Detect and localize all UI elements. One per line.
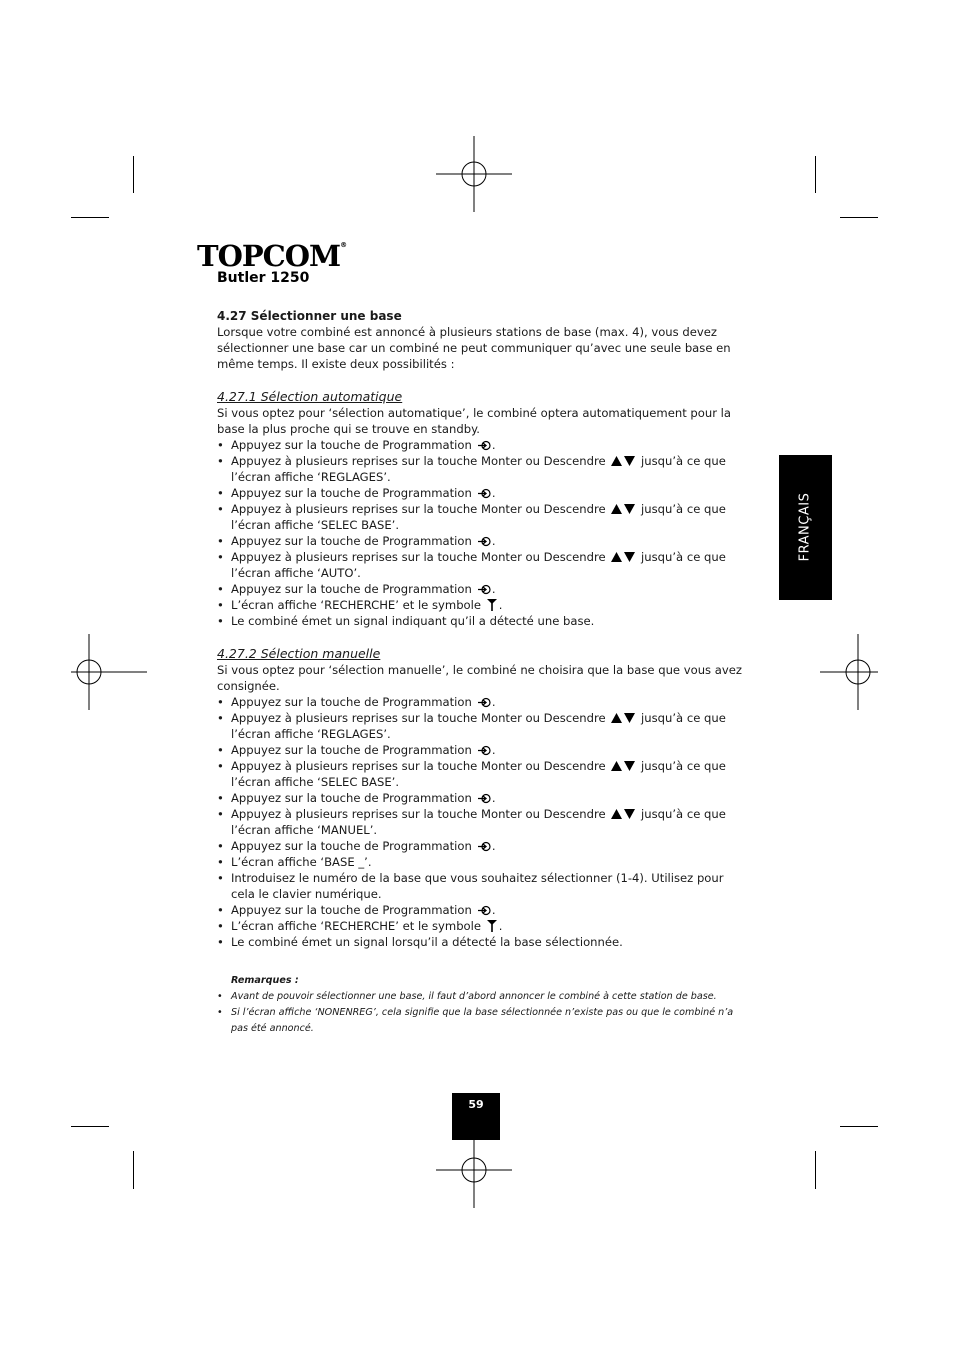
step-text: Le combiné émet un signal lorsqu’il a détecté la base sélectionnée. xyxy=(231,935,623,949)
step-text: L’écran affiche ‘RECHERCHE’ et le symbole xyxy=(231,598,482,612)
page-number: 59 xyxy=(468,1098,484,1111)
step-text: Le combiné émet un signal indiquant qu’il a détecté une base. xyxy=(231,614,595,628)
program-key-icon xyxy=(478,905,492,916)
crop-mark xyxy=(133,156,134,193)
step-text-end: . xyxy=(491,743,496,757)
list-item xyxy=(217,806,747,838)
step-text-end: . xyxy=(491,903,496,917)
note-item: • Avant de pouvoir sélectionner une base, il faut d’abord annoncer le combiné à cette station de base. xyxy=(217,989,737,1005)
step-text-end: . xyxy=(491,791,496,805)
antenna-icon xyxy=(487,599,497,611)
step-text-end: jusqu’à ce que l’écran affiche ‘AUTO’. xyxy=(231,550,726,580)
program-key-icon xyxy=(478,584,492,595)
step-text-end: . xyxy=(491,486,496,500)
page-number-box xyxy=(452,1093,500,1140)
step-text: Appuyez à plusieurs reprises sur la touche Monter ou Descendre xyxy=(231,454,606,468)
up-down-keys-icon xyxy=(611,761,635,771)
auto-steps xyxy=(217,437,747,629)
step-text-end: . xyxy=(498,919,503,933)
step-text: Appuyez à plusieurs reprises sur la touche Monter ou Descendre xyxy=(231,550,606,564)
registration-mark-left xyxy=(71,634,147,710)
program-key-icon xyxy=(478,745,492,756)
list-item xyxy=(217,742,747,758)
list-item xyxy=(217,758,747,790)
step-text-end: jusqu’à ce que l’écran affiche ‘MANUEL’. xyxy=(231,807,726,837)
step-text: Appuyez sur la touche de Programmation xyxy=(231,486,472,500)
list-item xyxy=(217,838,747,854)
step-text: L’écran affiche ‘RECHERCHE’ et le symbole xyxy=(231,919,482,933)
step-text-end: . xyxy=(491,534,496,548)
auto-title: 4.27.1 Sélection automatique xyxy=(217,389,403,404)
model-name: Butler 1250 xyxy=(217,270,310,286)
list-item xyxy=(217,790,747,806)
step-text: Appuyez sur la touche de Programmation xyxy=(231,582,472,596)
manual-intro: Si vous optez pour ‘sélection manuelle’, le combiné ne choisira que la base que vous avez consignée. xyxy=(217,663,742,693)
step-text: Appuyez sur la touche de Programmation xyxy=(231,438,472,452)
step-text: Appuyez à plusieurs reprises sur la touche Monter ou Descendre xyxy=(231,502,606,516)
list-item xyxy=(217,934,747,950)
list-item xyxy=(217,902,747,918)
step-text-end: . xyxy=(491,839,496,853)
step-text: Appuyez sur la touche de Programmation xyxy=(231,903,472,917)
up-down-keys-icon xyxy=(611,504,635,514)
list-item xyxy=(217,485,747,501)
list-item xyxy=(217,533,747,549)
section-title: 4.27 Sélectionner une base xyxy=(217,309,402,323)
list-item xyxy=(217,710,747,742)
step-text-end: jusqu’à ce que l’écran affiche ‘REGLAGES’. xyxy=(231,711,726,741)
step-text-end: . xyxy=(491,438,496,452)
manual-title: 4.27.2 Sélection manuelle xyxy=(217,646,381,661)
list-item xyxy=(217,453,747,485)
program-key-icon xyxy=(478,440,492,451)
step-text: Appuyez sur la touche de Programmation xyxy=(231,743,472,757)
language-tab-label: FRANÇAIS xyxy=(797,492,813,562)
up-down-keys-icon xyxy=(611,809,635,819)
step-text-end: . xyxy=(491,695,496,709)
crop-mark xyxy=(71,1126,109,1127)
step-text: Appuyez sur la touche de Programmation xyxy=(231,695,472,709)
notes xyxy=(217,973,737,1037)
section-intro: Lorsque votre combiné est annoncé à plusieurs stations de base (max. 4), vous devez sélectionner une base car un combiné ne peut communiquer qu’avec une seule base en même temps. Il existe deux possibilités : xyxy=(217,325,731,371)
list-item xyxy=(217,501,747,533)
step-text: Appuyez à plusieurs reprises sur la touche Monter ou Descendre xyxy=(231,711,606,725)
registered-mark: ® xyxy=(340,241,347,249)
list-item xyxy=(217,597,747,613)
up-down-keys-icon xyxy=(611,552,635,562)
program-key-icon xyxy=(478,488,492,499)
registration-mark-top xyxy=(436,136,512,212)
step-text-end: . xyxy=(491,582,496,596)
list-item xyxy=(217,581,747,597)
crop-mark xyxy=(71,217,109,218)
language-tab xyxy=(779,455,832,600)
program-key-icon xyxy=(478,536,492,547)
step-text-end: . xyxy=(498,598,503,612)
step-text-end: jusqu’à ce que l’écran affiche ‘REGLAGES’. xyxy=(231,454,726,484)
registration-mark-bottom xyxy=(436,1132,512,1208)
crop-mark xyxy=(840,217,878,218)
list-item xyxy=(217,870,747,902)
program-key-icon xyxy=(478,841,492,852)
list-item xyxy=(217,437,747,453)
step-text: Introduisez le numéro de la base que vous souhaitez sélectionner (1-4). Utilisez pour cela le clavier numérique. xyxy=(231,871,724,901)
crop-mark xyxy=(815,1151,816,1189)
note-item: • Si l’écran affiche ‘NONENREG’, cela signifie que la base sélectionnée n’existe pas ou que le combiné n’a pas été annoncé. xyxy=(217,1005,737,1037)
step-text: L’écran affiche ‘BASE _’. xyxy=(231,855,372,869)
list-item xyxy=(217,694,747,710)
list-item xyxy=(217,549,747,581)
main-content xyxy=(217,308,747,950)
crop-mark xyxy=(133,1151,134,1189)
program-key-icon xyxy=(478,697,492,708)
brand-logo xyxy=(197,239,347,273)
list-item xyxy=(217,918,747,934)
auto-intro: Si vous optez pour ‘sélection automatique’, le combiné optera automatiquement pour la base la plus proche qui se trouve en standby. xyxy=(217,406,731,436)
up-down-keys-icon xyxy=(611,456,635,466)
step-text: Appuyez sur la touche de Programmation xyxy=(231,534,472,548)
program-key-icon xyxy=(478,793,492,804)
step-text: Appuyez sur la touche de Programmation xyxy=(231,791,472,805)
step-text-end: jusqu’à ce que l’écran affiche ‘SELEC BASE’. xyxy=(231,502,726,532)
antenna-icon xyxy=(487,920,497,932)
step-text-end: jusqu’à ce que l’écran affiche ‘SELEC BASE’. xyxy=(231,759,726,789)
list-item xyxy=(217,613,747,629)
manual-steps xyxy=(217,694,747,950)
brand-name: TOPCOM xyxy=(197,239,341,273)
crop-mark xyxy=(815,156,816,193)
list-item xyxy=(217,854,747,870)
notes-title: Remarques : xyxy=(231,975,299,986)
crop-mark xyxy=(840,1126,878,1127)
up-down-keys-icon xyxy=(611,713,635,723)
step-text: Appuyez à plusieurs reprises sur la touche Monter ou Descendre xyxy=(231,759,606,773)
registration-mark-right xyxy=(820,634,896,710)
step-text: Appuyez à plusieurs reprises sur la touche Monter ou Descendre xyxy=(231,807,606,821)
step-text: Appuyez sur la touche de Programmation xyxy=(231,839,472,853)
